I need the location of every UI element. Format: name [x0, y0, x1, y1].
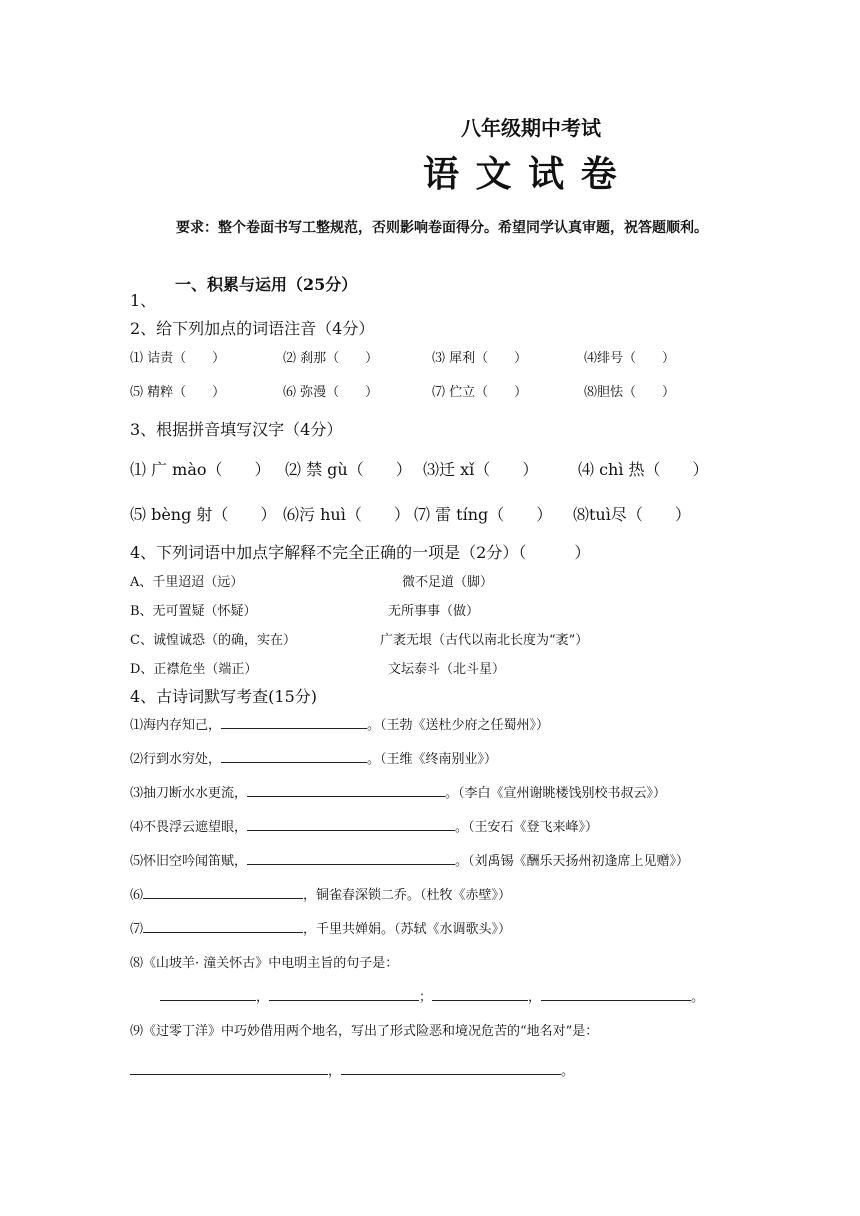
q3-item-4: ⑷ chì 热（ ） — [578, 460, 709, 479]
exam-requirement: 要求：整个卷面书写工整规范，否则影响卷面得分。希望同学认真审题，祝答题顺利。 — [176, 220, 708, 236]
poetry-line-1 — [130, 714, 549, 733]
poetry-line-2-source: 。（王维《终南别业》） — [367, 752, 498, 767]
q2-item-8: ⑻胆怯（ ） — [584, 385, 676, 400]
q4-option-b: B、无可置疑（怀疑） — [130, 604, 257, 619]
poetry-line-2-prompt: ⑵行到水穷处， — [130, 752, 222, 767]
poetry-line-5 — [130, 850, 689, 869]
q2-item-7: ⑺ 伫立（ ） — [432, 385, 528, 400]
question-1-label: 1、 — [130, 291, 157, 310]
poetry-line-2 — [130, 748, 497, 767]
poetry-line-7-prompt: ⑺ — [130, 922, 144, 937]
q4-option-c-right: 广袤无垠（古代以南北长度为“袤”） — [380, 633, 589, 648]
poetry-question-9: ⑼《过零丁洋》中巧妙借用两个地名，写出了形式险恶和境况危苦的“地名对”是： — [130, 1024, 599, 1039]
poetry-q8-answers — [160, 986, 704, 1005]
question-2-title: 2、给下列加点的词语注音（4分） — [130, 319, 375, 338]
poetry-blank-2[interactable] — [221, 748, 367, 763]
section-title: 一、积累与运用（25分） — [175, 275, 358, 294]
q8-sep-1: ， — [256, 990, 270, 1005]
poetry-line-6 — [130, 884, 511, 903]
q3-item-3: ⑶迁 xǐ（ ） — [423, 460, 539, 479]
q8-sep-2: ； — [419, 990, 433, 1005]
q8-blank-2[interactable] — [269, 986, 419, 1001]
q9-blank-2[interactable] — [341, 1060, 561, 1075]
poetry-line-5-source: 。（刘禹锡《酬乐天扬州初逢席上见赠》） — [455, 854, 690, 869]
poetry-blank-4[interactable] — [247, 816, 455, 831]
q2-item-4: ⑷绯号（ ） — [584, 351, 676, 366]
q2-item-6: ⑹ 弥漫（ ） — [283, 385, 379, 400]
poetry-blank-6[interactable] — [143, 884, 303, 899]
poetry-blank-1[interactable] — [221, 714, 367, 729]
poetry-line-5-prompt: ⑸怀旧空吟闻笛赋， — [130, 854, 248, 869]
poetry-line-4 — [130, 816, 598, 835]
q9-sep-1: ， — [328, 1064, 342, 1079]
poetry-line-4-source: 。（王安石《登飞来峰》） — [455, 820, 599, 835]
q2-item-1: ⑴ 诘责（ ） — [130, 351, 226, 366]
exam-subject-title: 语 文 试 卷 — [423, 153, 619, 195]
exam-grade-title: 八年级期中考试 — [461, 116, 601, 140]
q2-item-5: ⑸ 精粹（ ） — [130, 385, 226, 400]
q9-blank-1[interactable] — [130, 1060, 328, 1075]
q8-sep-4: 。 — [691, 990, 705, 1005]
question-4-title: 4、下列词语中加点字解释不完全正确的一项是（2分）（ ） — [130, 543, 591, 562]
poetry-line-7 — [130, 918, 511, 937]
q3-item-7: ⑺ 雷 tíng（ ） — [414, 505, 553, 524]
q9-sep-2: 。 — [561, 1064, 575, 1079]
question-3-title: 3、根据拼音填写汉字（4分） — [130, 420, 343, 439]
poetry-q9-answers — [130, 1060, 574, 1079]
poetry-line-1-prompt: ⑴海内存知己， — [130, 718, 222, 733]
poetry-line-3-prompt: ⑶抽刀断水水更流， — [130, 786, 248, 801]
q8-sep-3: ， — [528, 990, 542, 1005]
q4-option-b-right: 无所事事（做） — [388, 604, 480, 619]
q3-item-1: ⑴ 广 mào（ ） — [130, 460, 271, 479]
q4-option-c: C、诚惶诚恐（的确，实在） — [130, 633, 296, 648]
q3-item-2: ⑵ 禁 gù（ ） — [285, 460, 412, 479]
poetry-blank-5[interactable] — [247, 850, 455, 865]
poetry-line-6-source: ，铜雀春深锁二乔。（杜牧《赤壁》） — [303, 888, 512, 903]
q2-item-3: ⑶ 犀利（ ） — [432, 351, 528, 366]
poetry-line-3-source: 。（李白《宣州谢眺楼饯别校书叔云》） — [445, 786, 667, 801]
poetry-section-title: 4、古诗词默写考查(15分) — [130, 687, 318, 706]
q8-blank-4[interactable] — [541, 986, 691, 1001]
poetry-line-6-prompt: ⑹ — [130, 888, 144, 903]
q2-item-2: ⑵ 刹那（ ） — [283, 351, 379, 366]
q4-option-d-right: 文坛泰斗（北斗星） — [388, 662, 506, 677]
q3-item-6: ⑹污 huì（ ） — [283, 505, 410, 524]
q3-item-8: ⑻tuì尽（ ） — [573, 505, 691, 524]
q8-blank-3[interactable] — [432, 986, 528, 1001]
poetry-line-7-source: ，千里共婵娟。（苏轼《水调歌头》） — [303, 922, 512, 937]
q8-blank-1[interactable] — [160, 986, 256, 1001]
poetry-line-3 — [130, 782, 666, 801]
q4-option-a: A、千里迢迢（远） — [130, 575, 244, 590]
q3-item-5: ⑸ bèng 射（ ） — [130, 505, 277, 524]
poetry-question-8: ⑻《山坡羊· 潼关怀古》中电明主旨的句子是： — [130, 956, 399, 971]
poetry-blank-7[interactable] — [143, 918, 303, 933]
q4-option-d: D、正襟危坐（端正） — [130, 662, 258, 677]
poetry-blank-3[interactable] — [247, 782, 445, 797]
poetry-line-4-prompt: ⑷不畏浮云遮望眼， — [130, 820, 248, 835]
q4-option-a-right: 微不足道（脚） — [402, 575, 494, 590]
poetry-line-1-source: 。（王勃《送杜少府之任蜀州》） — [367, 718, 550, 733]
